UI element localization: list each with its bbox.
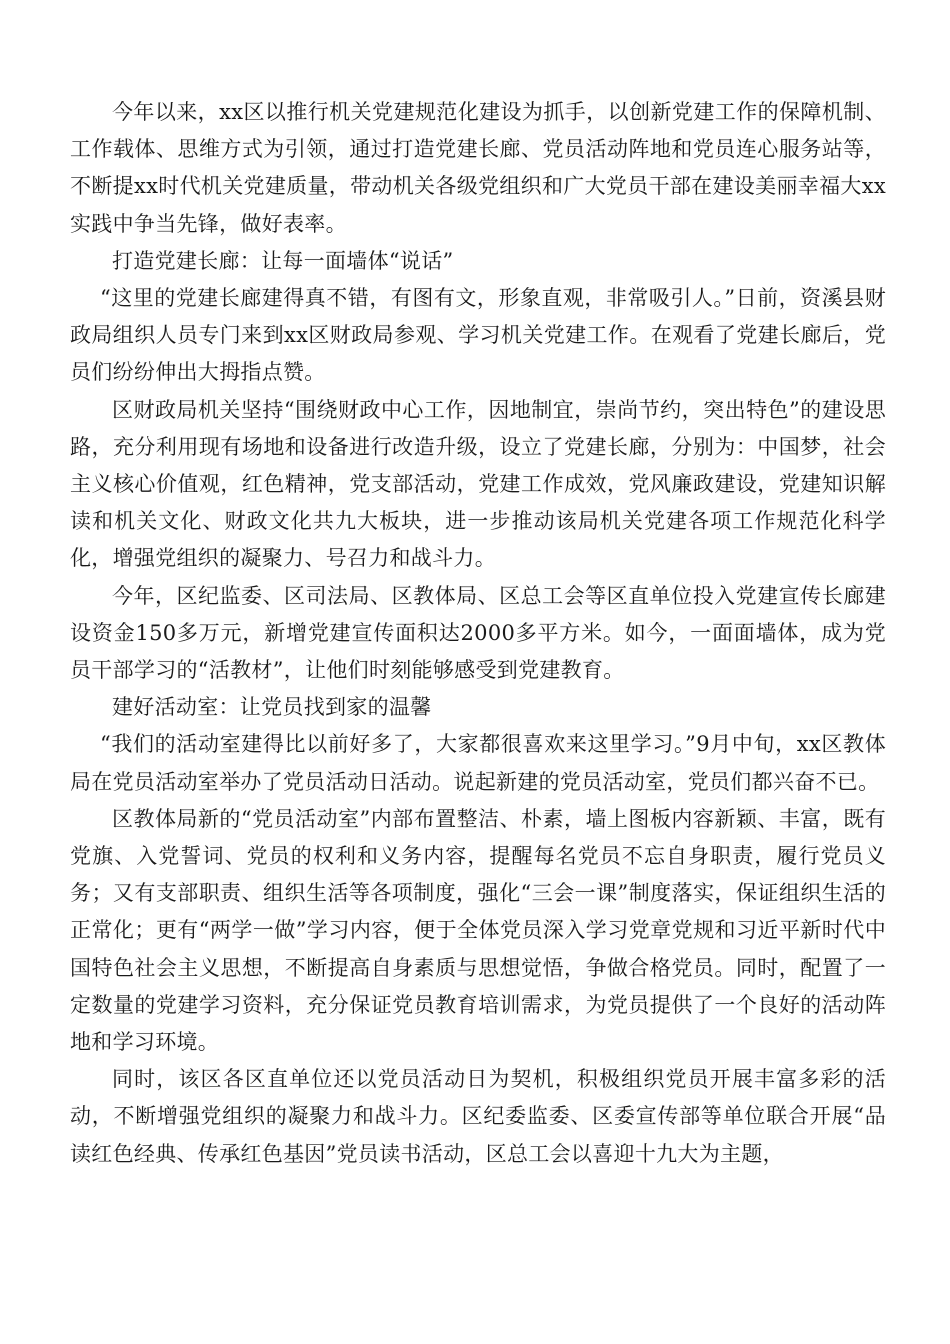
paragraph-finance-bureau: 区财政局机关坚持“围绕财政中心工作，因地制宜，崇尚节约，突出特色”的建设思路，充分利用现有场地和设备进行改造升级，设立了党建长廊，分别为：中国梦，社会主义核心价值观，红色精神，党支部活动，党建工作成效，党风廉政建设，党建知识解读和机关文化、财政文化共九大板块，进一步推动该局机关党建各项工作规范化科学化，增强党组织的凝聚力、号召力和战斗力。 <box>70 397 886 571</box>
paragraph-intro: 今年以来，xx区以推行机关党建规范化建设为抓手，以创新党建工作的保障机制、工作载体、思维方式为引领，通过打造党建长廊、党员活动阵地和党员连心服务站等，不断提xx时代机关党建质量，带动机关各级党组织和广大党员干部在建设美丽幸福大xx实践中争当先锋，做好表率。 <box>70 100 886 236</box>
paragraph-investment: 今年，区纪监委、区司法局、区教体局、区总工会等区直单位投入党建宣传长廊建设资金150多万元，新增党建宣传面积达2000多平方米。如今，一面面墙体，成为党员干部学习的“活教材”，让他们时刻能够感受到党建教育。 <box>70 583 886 683</box>
paragraph-activities: 同时，该区各区直单位还以党员活动日为契机，积极组织党员开展丰富多彩的活动，不断增强党组织的凝聚力和战斗力。区纪委监委、区委宣传部等单位联合开展“品读红色经典、传承红色基因”党员读书活动，区总工会以喜迎十九大为主题， <box>70 1067 886 1166</box>
section-heading-party-corridor: 打造党建长廊：让每一面墙体“说话” <box>112 248 454 273</box>
section-heading-activity-room: 建好活动室：让党员找到家的温馨 <box>112 695 432 720</box>
paragraph-activity-quote: “我们的活动室建得比以前好多了，大家都很喜欢来这里学习。”9月中旬，xx区教体局在党员活动室举办了党员活动日活动。说起新建的党员活动室，党员们都兴奋不已。 <box>70 732 886 794</box>
document-body <box>70 94 886 1173</box>
paragraph-activity-room-details: 区教体局新的“党员活动室”内部布置整洁、朴素，墙上图板内容新颖、丰富，既有党旗、入党誓词、党员的权利和义务内容，提醒每名党员不忘自身职责，履行党员义务；又有支部职责、组织生活等各项制度，强化“三会一课”制度落实，保证组织生活的正常化；更有“两学一做”学习内容，便于全体党员深入学习党章党规和习近平新时代中国特色社会主义思想，不断提高自身素质与思想觉悟，争做合格党员。同时，配置了一定数量的党建学习资料，充分保证党员教育培训需求，为党员提供了一个良好的活动阵地和学习环境。 <box>70 806 886 1055</box>
paragraph-corridor-quote: “这里的党建长廊建得真不错，有图有文，形象直观，非常吸引人。”日前，资溪县财政局组织人员专门来到xx区财政局参观、学习机关党建工作。在观看了党建长廊后，党员们纷纷伸出大拇指点赞。 <box>70 286 886 385</box>
